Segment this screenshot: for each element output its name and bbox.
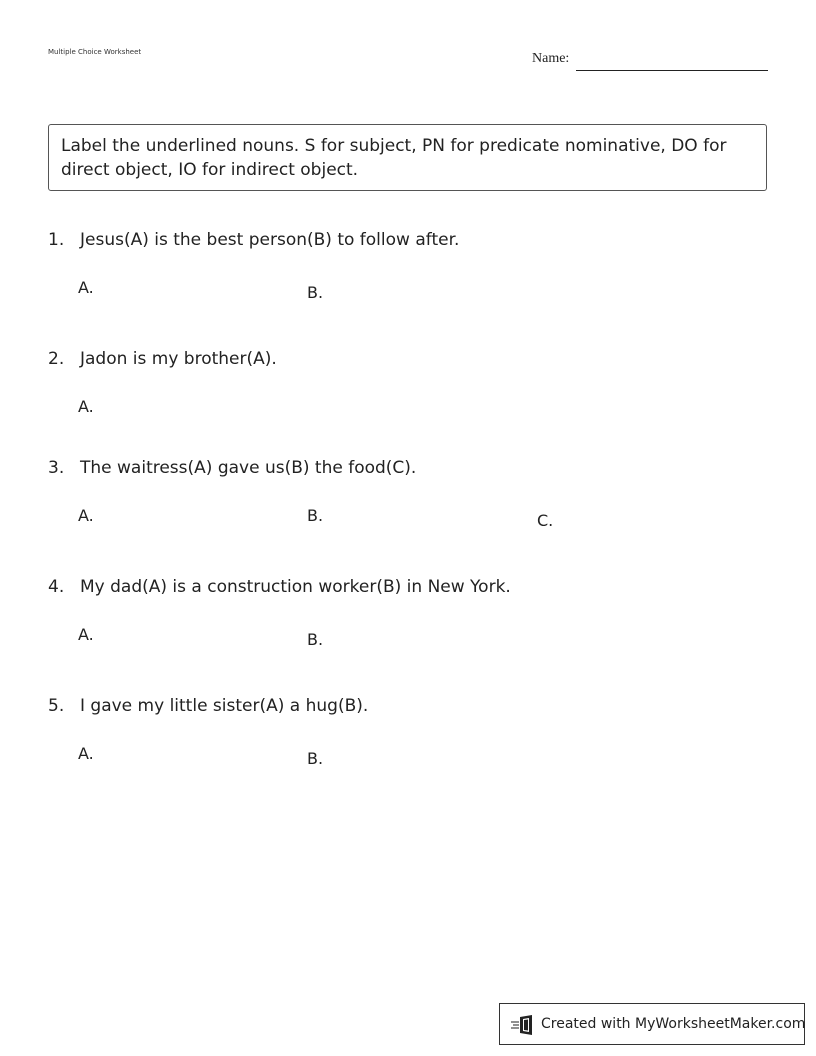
footer-text: Created with MyWorksheetMaker.com bbox=[541, 1016, 806, 1032]
question-number: 5. bbox=[48, 696, 65, 716]
answer-option-a[interactable]: A. bbox=[78, 625, 94, 644]
question-text: Jesus(A) is the best person(B) to follow after. bbox=[80, 230, 460, 250]
question-2 bbox=[48, 349, 768, 439]
question-number: 1. bbox=[48, 230, 65, 250]
question-number: 2. bbox=[48, 349, 65, 369]
question-4 bbox=[48, 577, 768, 667]
worksheet-maker-logo-icon bbox=[510, 1014, 536, 1036]
answer-option-a[interactable]: A. bbox=[78, 744, 94, 763]
question-text: The waitress(A) gave us(B) the food(C). bbox=[80, 458, 417, 478]
question-text: Jadon is my brother(A). bbox=[80, 349, 277, 369]
answer-option-a[interactable]: A. bbox=[78, 397, 94, 416]
footer-badge[interactable] bbox=[499, 1003, 805, 1045]
answer-option-b[interactable]: B. bbox=[307, 630, 324, 649]
name-label: Name: bbox=[532, 51, 570, 66]
question-1 bbox=[48, 230, 768, 320]
answer-option-b[interactable]: B. bbox=[307, 506, 324, 525]
name-line[interactable] bbox=[576, 70, 768, 71]
question-text: My dad(A) is a construction worker(B) in New York. bbox=[80, 577, 511, 597]
doc-label: Multiple Choice Worksheet bbox=[48, 48, 142, 56]
question-3 bbox=[48, 458, 768, 548]
instructions-box: Label the underlined nouns. S for subject, PN for predicate nominative, DO for direct object, IO for indirect object. bbox=[48, 124, 767, 191]
question-text: I gave my little sister(A) a hug(B). bbox=[80, 696, 369, 716]
answer-option-a[interactable]: A. bbox=[78, 506, 94, 525]
question-number: 3. bbox=[48, 458, 65, 478]
answer-option-c[interactable]: C. bbox=[537, 511, 554, 530]
question-5 bbox=[48, 696, 768, 786]
name-field bbox=[532, 51, 768, 73]
answer-option-b[interactable]: B. bbox=[307, 283, 324, 302]
answer-option-b[interactable]: B. bbox=[307, 749, 324, 768]
question-number: 4. bbox=[48, 577, 65, 597]
answer-option-a[interactable]: A. bbox=[78, 278, 94, 297]
